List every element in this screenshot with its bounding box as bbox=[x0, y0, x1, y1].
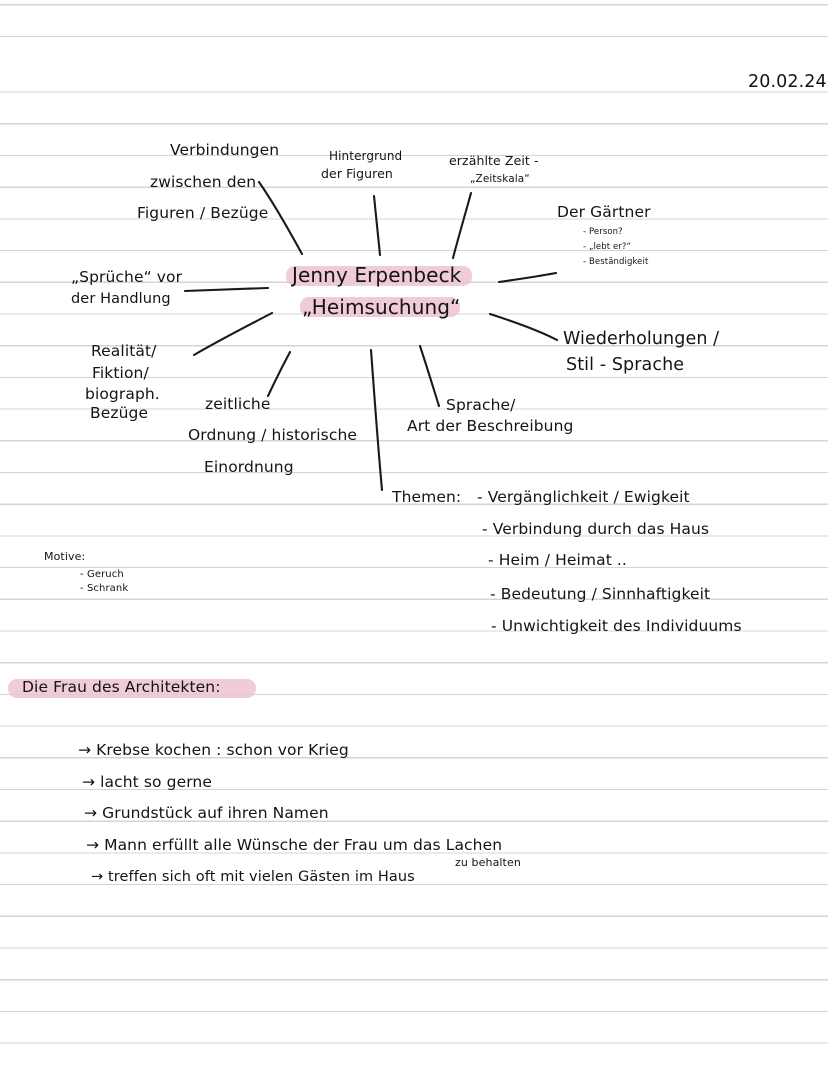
branch-realitaet-line4: Bezüge bbox=[90, 404, 149, 422]
branch-realitaet-line2: Fiktion/ bbox=[92, 364, 149, 382]
branch-zeitliche-line1: zeitliche bbox=[205, 395, 271, 413]
branch-zeitliche-line3: Einordnung bbox=[204, 458, 294, 476]
connector-sprache bbox=[420, 346, 439, 406]
branch-gaertner-item-3: - Beständigkeit bbox=[583, 257, 649, 267]
branch-sprueche-line1: „Sprüche“ vor bbox=[71, 268, 183, 286]
themen-item-1: - Vergänglichkeit / Ewigkeit bbox=[477, 488, 690, 506]
connector-sprueche bbox=[185, 288, 268, 291]
connector-zeitliche bbox=[268, 352, 290, 396]
connector-erzaehlte-zeit bbox=[453, 193, 471, 258]
connector-gaertner bbox=[499, 273, 556, 282]
connector-wiederholungen bbox=[490, 314, 557, 340]
section-item-5: → treffen sich oft mit vielen Gästen im Haus bbox=[91, 869, 415, 885]
connector-realitaet bbox=[194, 313, 272, 355]
branch-gaertner-item-1: - Person? bbox=[583, 227, 623, 237]
branch-themen-label: Themen: bbox=[392, 488, 462, 506]
branch-verbindungen-line1: Verbindungen bbox=[170, 141, 280, 159]
connector-hintergrund bbox=[374, 196, 380, 255]
themen-item-3: - Heim / Heimat .. bbox=[488, 551, 627, 569]
branch-realitaet-line3: biograph. bbox=[85, 385, 160, 403]
branch-sprache-line2: Art der Beschreibung bbox=[407, 417, 574, 435]
section-item-4-superscript: zu behalten bbox=[455, 856, 521, 869]
branch-sprueche-line2: der Handlung bbox=[71, 291, 171, 307]
center-title: Jenny Erpenbeck bbox=[292, 263, 462, 287]
motive-item-1: - Geruch bbox=[80, 569, 124, 580]
branch-verbindungen-line2: zwischen den bbox=[150, 173, 257, 191]
section-item-1: → Krebse kochen : schon vor Krieg bbox=[78, 741, 349, 759]
branch-erzaehlte-zeit-line2: „Zeitskala“ bbox=[470, 173, 530, 185]
section-item-2: → lacht so gerne bbox=[82, 773, 212, 791]
section-heading: Die Frau des Architekten: bbox=[22, 678, 221, 696]
motive-label: Motive: bbox=[44, 550, 86, 563]
date-label: 20.02.24 bbox=[748, 72, 827, 92]
branch-wiederholungen-line2: Stil - Sprache bbox=[566, 355, 685, 375]
branch-wiederholungen-line1: Wiederholungen / bbox=[563, 329, 720, 349]
branch-gaertner-title: Der Gärtner bbox=[557, 203, 651, 221]
themen-item-5: - Unwichtigkeit des Individuums bbox=[491, 617, 742, 635]
branch-realitaet-line1: Realität/ bbox=[91, 342, 157, 360]
branch-erzaehlte-zeit-line1: erzählte Zeit - bbox=[449, 153, 539, 168]
center-subtitle: „Heimsuchung“ bbox=[302, 295, 461, 319]
branch-hintergrund-line2: der Figuren bbox=[321, 166, 393, 181]
branch-hintergrund-line1: Hintergrund bbox=[329, 149, 403, 163]
themen-item-4: - Bedeutung / Sinnhaftigkeit bbox=[490, 585, 711, 603]
branch-sprache-line1: Sprache/ bbox=[446, 396, 516, 414]
branch-zeitliche-line2: Ordnung / historische bbox=[188, 426, 358, 444]
branch-gaertner-item-2: - „lebt er?“ bbox=[583, 242, 632, 252]
branch-verbindungen-line3: Figuren / Bezüge bbox=[137, 204, 269, 222]
section-item-3: → Grundstück auf ihren Namen bbox=[84, 804, 329, 822]
connector-themen bbox=[371, 350, 382, 490]
section-item-4: → Mann erfüllt alle Wünsche der Frau um das Lachen bbox=[86, 836, 503, 854]
themen-item-2: - Verbindung durch das Haus bbox=[482, 520, 710, 538]
motive-item-2: - Schrank bbox=[80, 583, 129, 594]
